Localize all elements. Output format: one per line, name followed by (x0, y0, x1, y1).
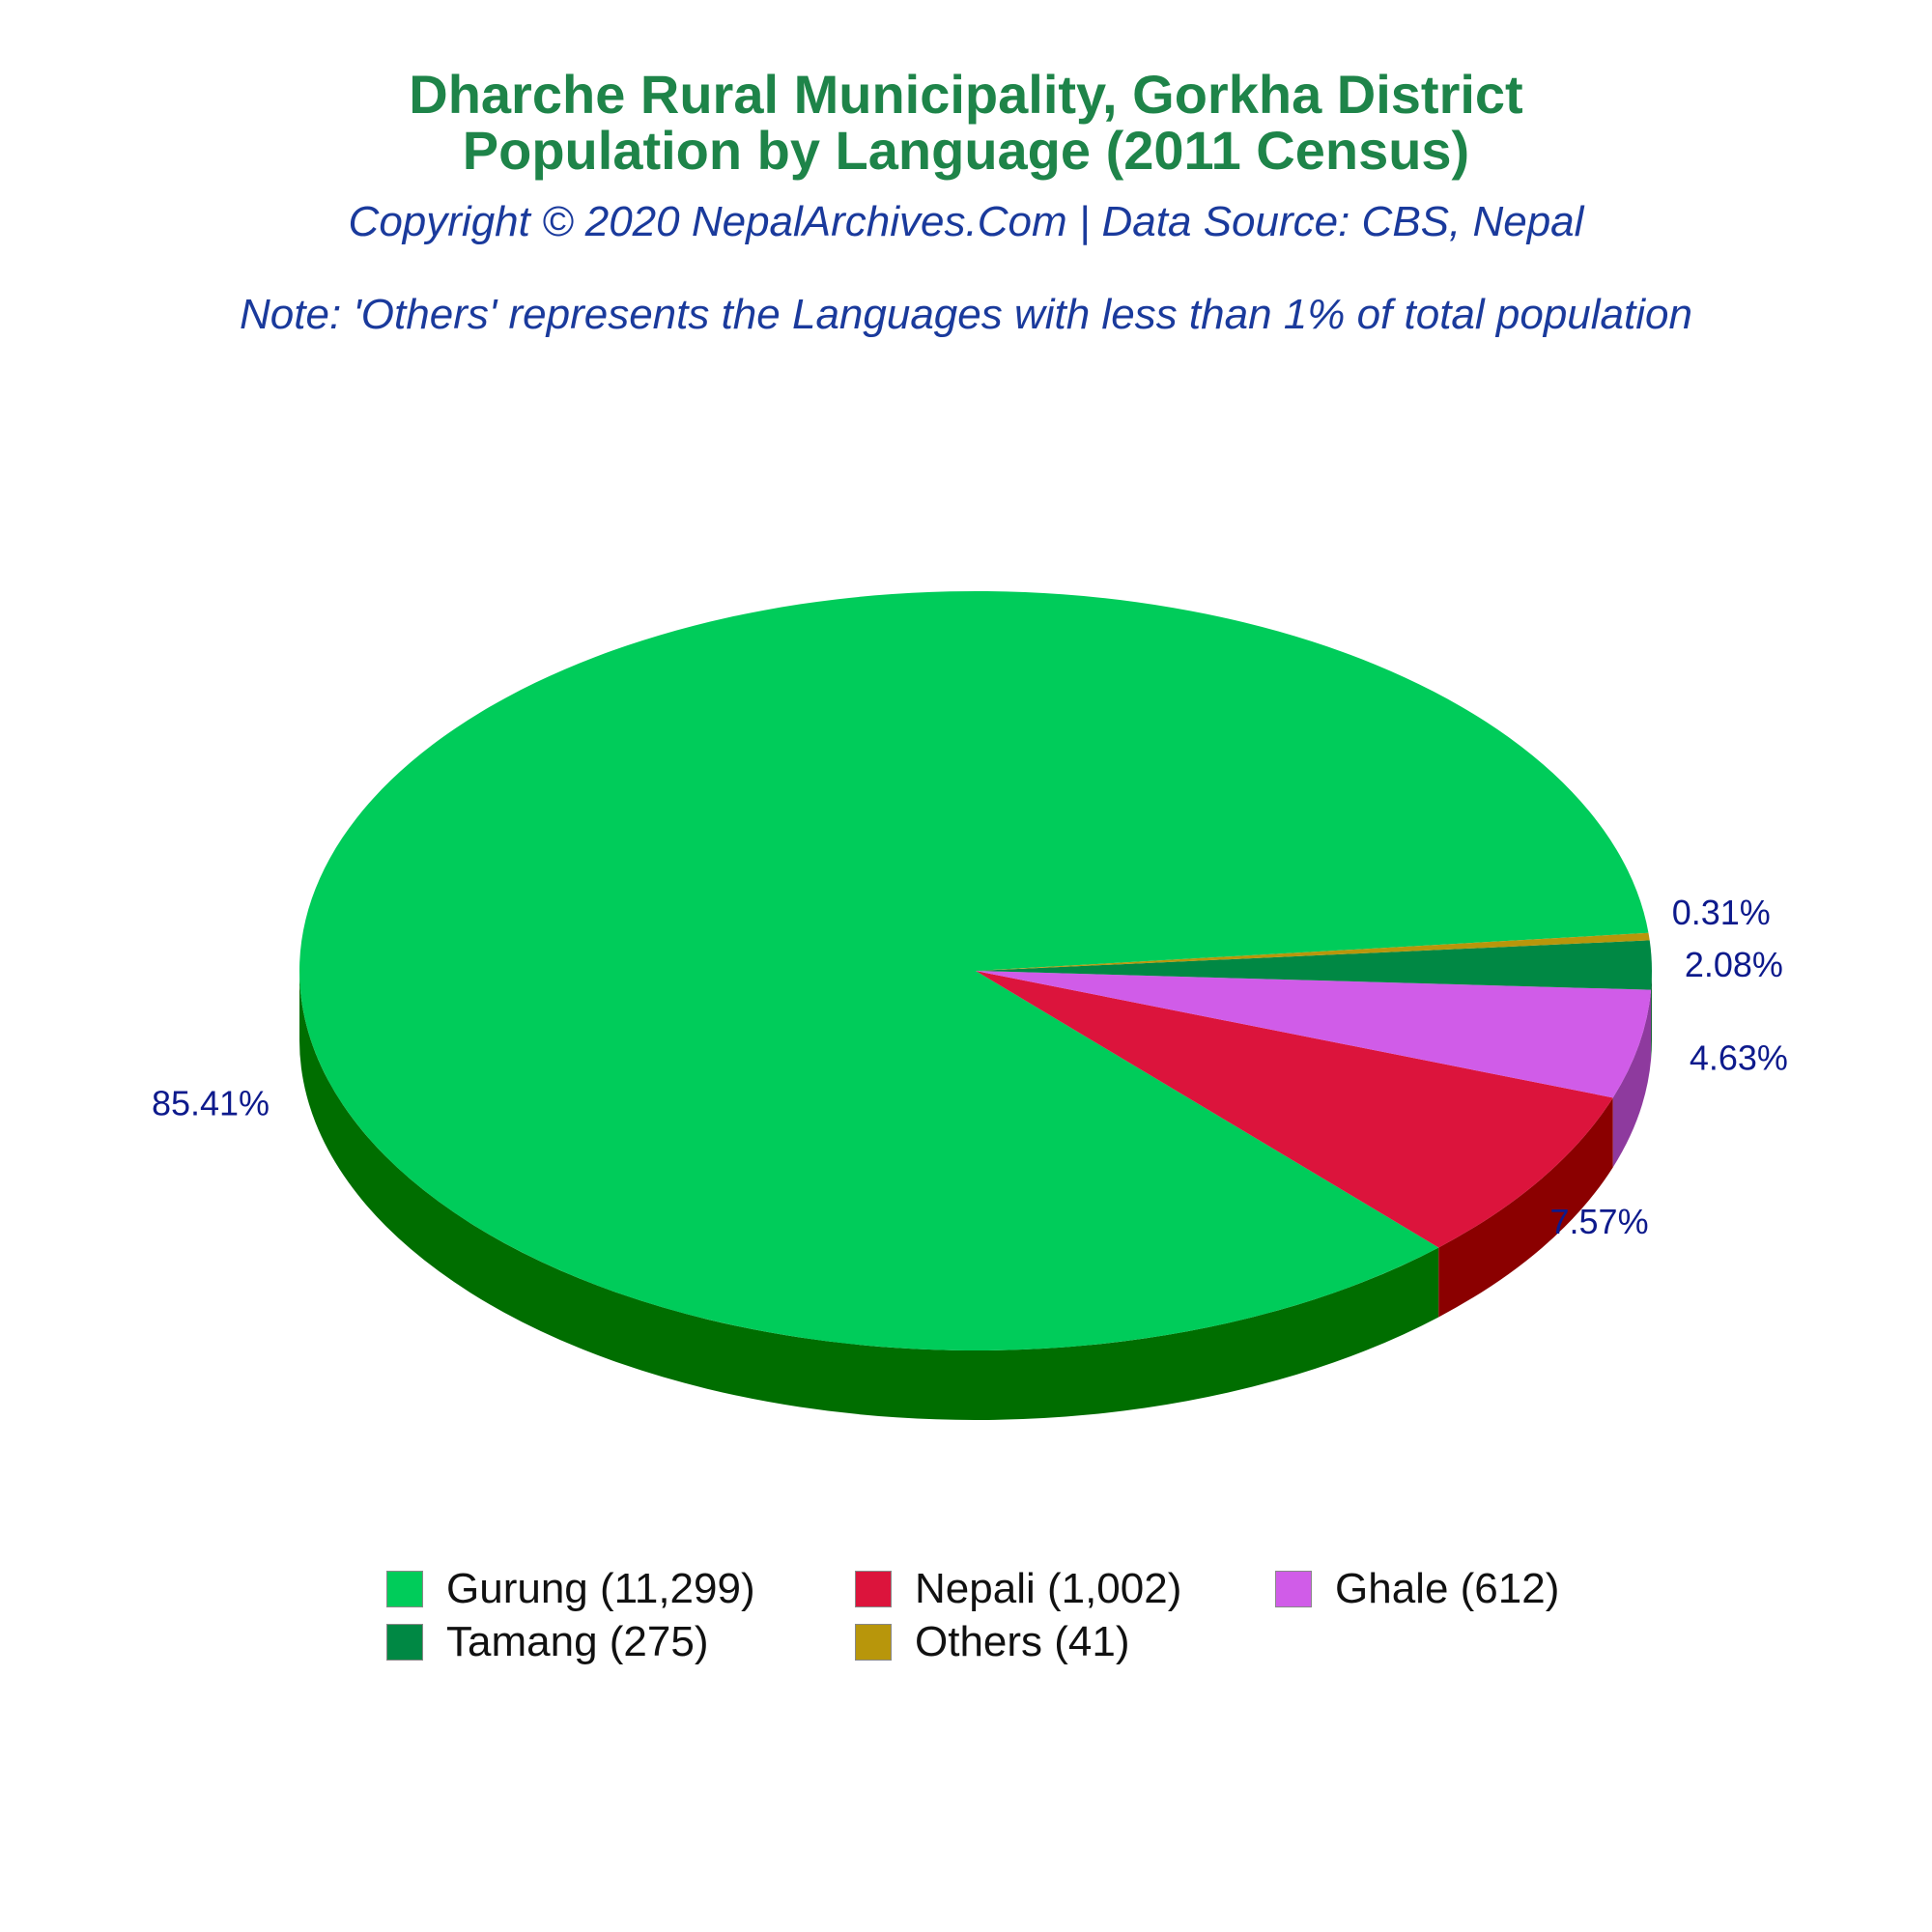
legend-label-ghale: Ghale (612) (1335, 1565, 1560, 1612)
pie-label-others: 0.31% (1671, 893, 1771, 933)
legend-item-ghale[interactable] (1275, 1565, 1559, 1613)
legend-swatch-ghale (1275, 1571, 1312, 1607)
legend-item-nepali[interactable] (855, 1565, 1181, 1613)
legend-label-nepali: Nepali (1,002) (915, 1565, 1182, 1612)
legend-swatch-gurung (386, 1571, 423, 1607)
pie-label-tamang: 2.08% (1684, 945, 1783, 985)
legend-swatch-others (855, 1624, 892, 1661)
pie-label-ghale: 4.63% (1689, 1037, 1788, 1078)
legend-item-gurung[interactable] (386, 1565, 755, 1613)
chart-title-line1: Dharche Rural Municipality, Gorkha District (409, 64, 1523, 125)
legend-item-tamang[interactable] (386, 1618, 708, 1666)
legend-swatch-tamang (386, 1624, 423, 1661)
legend-swatch-nepali (855, 1571, 892, 1607)
chart-note: Note: 'Others' represents the Languages with less than 1% of total population (240, 291, 1692, 338)
legend-label-others: Others (41) (915, 1618, 1130, 1665)
chart-title-line2: Population by Language (2011 Census) (462, 120, 1470, 181)
pie-label-nepali: 7.57% (1549, 1202, 1649, 1242)
pie-label-gurung: 85.41% (151, 1083, 270, 1123)
legend-item-others[interactable] (855, 1618, 1130, 1666)
legend-label-gurung: Gurung (11,299) (446, 1565, 755, 1612)
legend-label-tamang: Tamang (275) (446, 1618, 709, 1665)
chart-subtitle: Copyright © 2020 NepalArchives.Com | Data Source: CBS, Nepal (348, 198, 1584, 245)
